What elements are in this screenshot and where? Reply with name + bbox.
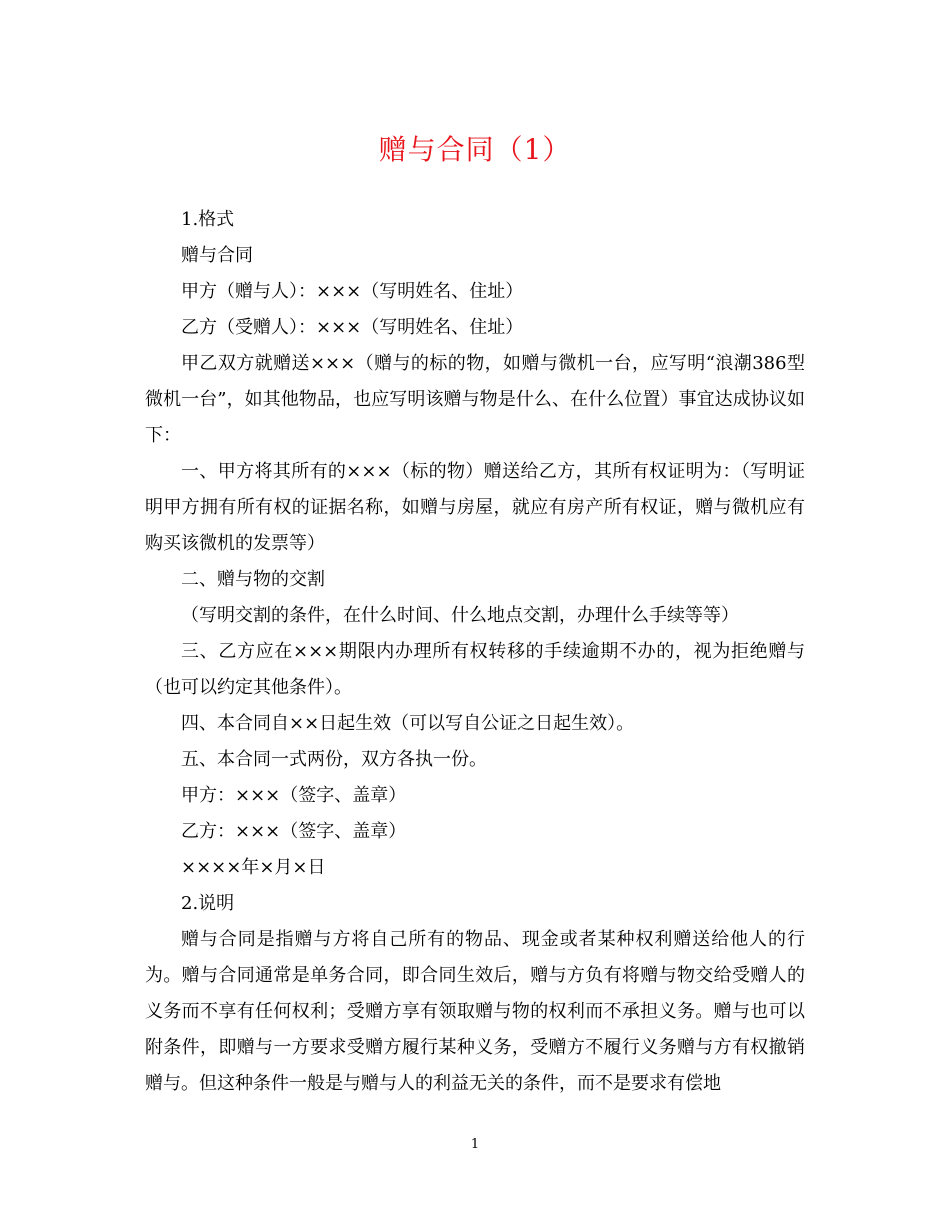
paragraph-explanation: 赠与合同是指赠与方将自己所有的物品、现金或者某种权利赠送给他人的行为。赠与合同通常是单务合同，即合同生效后，赠与方负有将赠与物交给受赠人的义务而不享有任何权利；受赠方享有领取赠与物的权利而不承担义务。赠与也可以附条件，即赠与一方要求受赠方履行某种义务，受赠方不履行义务赠与方有权撤销赠与。但这种条件一般是与赠与人的利益无关的条件，而不是要求有偿地 — [145, 929, 805, 1094]
paragraph-date: ××××年×月×日 — [181, 857, 326, 878]
paragraph-agreement-intro: 甲乙双方就赠送×××（赠与的标的物，如赠与微机一台，应写明“浪潮386型微机一台”，如其他物品，也应写明该赠与物是什么、在什么位置）事宜达成协议如下： — [145, 353, 805, 446]
page-number: 1 — [470, 1137, 480, 1152]
paragraph-format-heading: 1.格式 — [181, 209, 235, 230]
paragraph-clause-3: 三、乙方应在×××期限内办理所有权转移的手续逾期不办的，视为拒绝赠与（也可以约定其他条件）。 — [145, 641, 805, 698]
paragraph-clause-1: 一、甲方将其所有的×××（标的物）赠送给乙方，其所有权证明为：（写明证明甲方拥有所有权的证据名称，如赠与房屋，就应有房产所有权证，赠与微机应有购买该微机的发票等） — [145, 461, 805, 554]
paragraph-party-b: 乙方（受赠人）：×××（写明姓名、住址） — [181, 317, 524, 338]
paragraph-clause-2-note: （写明交割的条件，在什么时间、什么地点交割，办理什么手续等等） — [181, 605, 739, 626]
paragraph-explanation-heading: 2.说明 — [181, 893, 235, 914]
paragraph-clause-2: 二、赠与物的交割 — [181, 569, 325, 590]
paragraph-contract-name: 赠与合同 — [181, 245, 253, 266]
paragraph-signature-a: 甲方：×××（签字、盖章） — [181, 785, 407, 806]
paragraph-clause-5: 五、本合同一式两份，双方各执一份。 — [181, 749, 487, 770]
paragraph-clause-4: 四、本合同自××日起生效（可以写自公证之日起生效）。 — [181, 713, 635, 734]
document-title: 赠与合同（1） — [378, 133, 572, 166]
paragraph-party-a: 甲方（赠与人）：×××（写明姓名、住址） — [181, 281, 524, 302]
document-body — [145, 202, 805, 1102]
paragraph-signature-b: 乙方：×××（签字、盖章） — [181, 821, 407, 842]
